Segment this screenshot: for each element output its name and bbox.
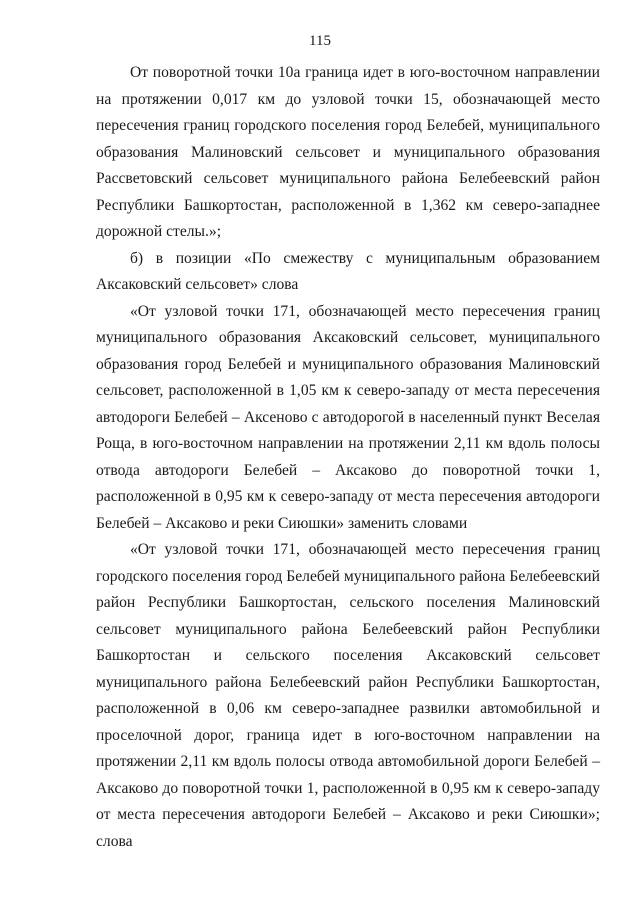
page-number: 115 (309, 33, 331, 49)
paragraph-item-b: б) в позиции «По смежеству с муниципальным образованием Аксаковский сельсовет» слова (96, 249, 600, 293)
document-body (96, 60, 600, 855)
paragraph-boundary-point-10a: От поворотной точки 10а граница идет в юго-восточном направлении на протяжении 0,017 км до узловой точки 15, обозначающей место пересечения границ городского поселения город Белебей, муниципального образования Малиновский сельсовет и муниципального образования Рассветовский сельсовет муниципального района Белебеевский район Республики Башкортостан, расположенной в 1,362 км северо-западнее дорожной стелы.»; (96, 64, 600, 240)
paragraph-old-wording: «От узловой точки 171, обозначающей место пересечения границ муниципального образования Аксаковский сельсовет, муниципального образования город Белебей и муниципального образования Малиновский сельсовет, расположенной в 1,05 км к северо-западу от места пересечения автодороги Белебей – Аксеново с автодорогой в населенный пункт Веселая Роща, в юго-восточном направлении на протяжении 2,11 км вдоль полосы отвода автодороги Белебей – Аксаково до поворотной точки 1, расположенной в 0,95 км к северо-западу от места пересечения автодороги Белебей – Аксаково и реки Сиюшки» заменить словами (96, 302, 600, 532)
paragraph-new-wording: «От узловой точки 171, обозначающей место пересечения границ городского поселения город Белебей муниципального района Белебеевский район Республики Башкортостан, сельского поселения Малиновский сельсовет муниципального района Белебеевский район Республики Башкортостан и сельского поселения Аксаковский сельсовет муниципального района Белебеевский район Республики Башкортостан, расположенной в 0,06 км северо-западнее развилки автомобильной и проселочной дорог, граница идет в юго-восточном направлении на протяжении 2,11 км вдоль полосы отвода автомобильной дороги Белебей – Аксаково до поворотной точки 1, расположенной в 0,95 км к северо-западу от места пересечения автодороги Белебей – Аксаково и реки Сиюшки»; слова (96, 541, 600, 850)
